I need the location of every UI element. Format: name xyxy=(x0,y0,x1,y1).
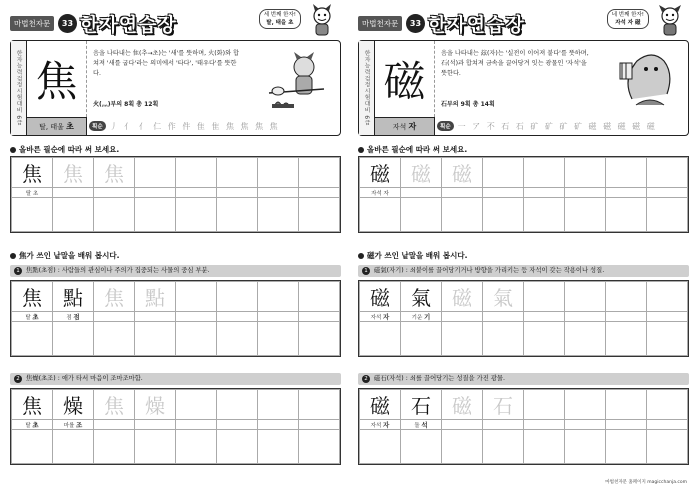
footer-site-credit: 마법천자문 홈페이지 magicchanja.com xyxy=(605,480,687,485)
model-hanja: 磁 xyxy=(360,390,401,420)
practice-cell[interactable] xyxy=(647,198,688,232)
section-heading-words xyxy=(10,250,120,261)
section-title: 焦가 쓰인 낱말을 배워 봅시다. xyxy=(19,251,120,260)
illustration-roasting-bird-icon xyxy=(264,49,334,109)
caption-sound: 조 xyxy=(76,421,83,429)
page-title: 한자연습장 xyxy=(428,14,525,36)
model-hanja: 焦 xyxy=(12,390,53,420)
hanja-caption: 탈 초 xyxy=(12,188,53,198)
mascot-character-icon xyxy=(655,4,685,38)
practice-cell[interactable] xyxy=(647,390,688,420)
bullet-icon xyxy=(10,147,16,153)
practice-cell[interactable] xyxy=(176,322,217,356)
practice-grid-word-1[interactable] xyxy=(358,280,689,357)
stroke-order-label: 획순 xyxy=(89,121,106,131)
practice-cell[interactable] xyxy=(606,198,647,232)
practice-cell[interactable] xyxy=(12,322,53,356)
caption-meaning: 탈 xyxy=(25,315,31,321)
trace-hanja: 焦 xyxy=(94,282,135,312)
bullet-icon xyxy=(358,253,364,259)
practice-cell[interactable] xyxy=(258,390,299,420)
caption-meaning: 마를 xyxy=(63,423,75,429)
bubble-text-bottom: 탈, 태을 초 xyxy=(266,20,294,26)
word-number: 2 xyxy=(362,375,370,383)
practice-grid-word-1[interactable] xyxy=(10,280,341,357)
bubble-text-top: 네 번째 한자! xyxy=(611,12,644,18)
meaning-sound xyxy=(27,117,87,135)
practice-cell[interactable] xyxy=(94,322,135,356)
word-definition-bar xyxy=(358,373,689,385)
radical-info: 石부의 9획 총 14획 xyxy=(441,101,495,108)
caption-sound: 초 xyxy=(32,313,39,321)
practice-cell[interactable] xyxy=(565,390,606,420)
caption-sound: 기 xyxy=(424,313,431,321)
model-hanja: 磁 xyxy=(360,158,401,188)
section-heading-words xyxy=(358,250,468,261)
word-definition-bar xyxy=(358,265,689,277)
practice-cell[interactable] xyxy=(483,198,524,232)
word-definition: 磁氣(자기) : 쇠붙이를 끌어당기거나 방향을 가리키는 등 자석이 갖는 작용이나 성질. xyxy=(374,267,605,274)
trace-hanja: 磁 xyxy=(442,390,483,420)
word-definition: 磁石(자석) : 쇠를 끌어당기는 성질을 가진 광물. xyxy=(374,375,505,382)
section-title: 磁가 쓰인 낱말을 배워 봅시다. xyxy=(367,251,468,260)
caption-sound: 자 xyxy=(383,313,390,321)
practice-cell[interactable] xyxy=(176,282,217,312)
brand-label: 마법천자문 xyxy=(358,16,402,31)
etymology-description: 음을 나타내는 隹(추→초)는 '새'를 뜻하며, 火(화)와 합쳐져 '새를 굽다'라는 의미에서 '타다', '태우다'를 뜻한다. xyxy=(93,50,239,77)
model-hanja: 燥 xyxy=(53,390,94,420)
hanja-caption xyxy=(53,420,94,430)
trace-hanja: 燥 xyxy=(135,390,176,420)
worksheet-page-2 xyxy=(352,0,695,495)
trace-hanja: 石 xyxy=(483,390,524,420)
practice-cell[interactable] xyxy=(299,430,340,464)
word-definition-bar xyxy=(10,373,341,385)
practice-cell[interactable] xyxy=(524,282,565,312)
word-definition: 焦點(초점) : 사람들의 관심이나 주의가 집중되는 사물의 중심 부분. xyxy=(26,267,210,274)
practice-cell[interactable] xyxy=(606,322,647,356)
lesson-number: 33 xyxy=(58,14,77,33)
practice-cell[interactable] xyxy=(217,430,258,464)
practice-cell[interactable] xyxy=(565,322,606,356)
practice-cell[interactable] xyxy=(360,198,401,232)
mascot-character-icon xyxy=(307,4,337,38)
practice-cell[interactable] xyxy=(483,322,524,356)
caption-meaning: 점 xyxy=(66,315,72,321)
practice-cell[interactable] xyxy=(401,198,442,232)
sound-text: 자 xyxy=(408,122,417,131)
side-strip: 한자능력검정시험대비 6급 xyxy=(11,41,27,135)
model-hanja: 點 xyxy=(53,282,94,312)
page-header xyxy=(358,8,689,38)
practice-cell[interactable] xyxy=(217,390,258,420)
trace-hanja: 磁 xyxy=(401,158,442,188)
hanja-caption xyxy=(401,312,442,322)
sound-text: 초 xyxy=(66,122,74,131)
radical-info: 火(灬)부의 8획 총 12획 xyxy=(93,101,159,108)
word-number: 1 xyxy=(14,267,22,275)
practice-cell[interactable] xyxy=(258,158,299,188)
practice-cell[interactable] xyxy=(299,198,340,232)
model-hanja: 焦 xyxy=(12,158,53,188)
model-hanja: 石 xyxy=(401,390,442,420)
section-title: 올바른 필순에 따라 써 보세요. xyxy=(367,145,468,154)
caption-meaning: 자석 xyxy=(370,315,382,321)
stroke-order-bar xyxy=(89,119,338,133)
trace-hanja: 氣 xyxy=(483,282,524,312)
practice-cell[interactable] xyxy=(258,282,299,312)
practice-cell[interactable] xyxy=(135,158,176,188)
hanja-caption xyxy=(360,312,401,322)
practice-cell[interactable] xyxy=(135,322,176,356)
practice-cell[interactable] xyxy=(12,198,53,232)
practice-grid-word-2[interactable] xyxy=(10,388,341,465)
practice-grid-main[interactable] xyxy=(10,156,341,233)
illustration-magnet-monster-icon xyxy=(612,49,682,109)
practice-cell[interactable] xyxy=(258,430,299,464)
practice-cell[interactable] xyxy=(606,158,647,188)
practice-cell[interactable] xyxy=(299,390,340,420)
bubble-text-bottom: 자석 자 磁 xyxy=(615,20,641,26)
practice-cell[interactable] xyxy=(647,322,688,356)
practice-cell[interactable] xyxy=(524,430,565,464)
meaning-text: 탈, 태울 xyxy=(39,123,64,131)
practice-cell[interactable] xyxy=(217,158,258,188)
caption-meaning: 자석 xyxy=(370,423,382,429)
etymology-description: 음을 나타내는 玆(자)는 '실전이 이어져 붙다'를 뜻하며, 石(석)과 합쳐져 금속을 끌어당겨 잇는 광물인 '자석'을 뜻한다. xyxy=(441,50,589,77)
practice-cell[interactable] xyxy=(135,198,176,232)
practice-cell[interactable] xyxy=(401,430,442,464)
section-title: 올바른 필순에 따라 써 보세요. xyxy=(19,145,120,154)
hanja-caption: 자석 자 xyxy=(360,188,401,198)
hanja-caption xyxy=(401,420,442,430)
speech-bubble xyxy=(607,9,649,29)
practice-cell[interactable] xyxy=(360,430,401,464)
stroke-order-bar xyxy=(437,119,686,133)
word-number: 1 xyxy=(362,267,370,275)
character-info-box xyxy=(10,40,341,136)
practice-cell[interactable] xyxy=(565,198,606,232)
practice-cell[interactable] xyxy=(217,322,258,356)
practice-cell[interactable] xyxy=(442,198,483,232)
caption-meaning: 탈 xyxy=(25,423,31,429)
stroke-order-sequence: 丿 亻 亻 仁 作 件 隹 隹 焦 焦 焦 焦 xyxy=(109,121,280,131)
practice-cell[interactable] xyxy=(565,158,606,188)
caption-sound: 초 xyxy=(32,421,39,429)
practice-cell[interactable] xyxy=(299,158,340,188)
practice-cell[interactable] xyxy=(524,322,565,356)
practice-cell[interactable] xyxy=(442,430,483,464)
practice-cell[interactable] xyxy=(217,282,258,312)
practice-cell[interactable] xyxy=(12,430,53,464)
hanja-caption xyxy=(53,312,94,322)
word-number: 2 xyxy=(14,375,22,383)
practice-cell[interactable] xyxy=(524,198,565,232)
caption-meaning: 기운 xyxy=(411,315,423,321)
caption-sound: 자 xyxy=(383,421,390,429)
practice-cell[interactable] xyxy=(606,390,647,420)
practice-cell[interactable] xyxy=(299,322,340,356)
practice-cell[interactable] xyxy=(94,430,135,464)
practice-cell[interactable] xyxy=(176,198,217,232)
brand-label: 마법천자문 xyxy=(10,16,54,31)
trace-hanja: 點 xyxy=(135,282,176,312)
practice-cell[interactable] xyxy=(176,430,217,464)
hanja-caption xyxy=(360,420,401,430)
practice-cell[interactable] xyxy=(483,158,524,188)
bubble-text-top: 세 번째 한자! xyxy=(263,12,296,18)
character-info-box xyxy=(358,40,689,136)
practice-grid-main[interactable] xyxy=(358,156,689,233)
practice-cell[interactable] xyxy=(442,322,483,356)
hanja-caption xyxy=(12,312,53,322)
practice-cell[interactable] xyxy=(176,158,217,188)
stroke-order-sequence: 一 ア 不 石 石 矿 矿 矿 矿 磁 磁 磁 磁 磁 xyxy=(457,121,657,131)
practice-cell[interactable] xyxy=(53,198,94,232)
practice-cell[interactable] xyxy=(299,282,340,312)
practice-cell[interactable] xyxy=(258,198,299,232)
page-header xyxy=(10,8,341,38)
practice-cell[interactable] xyxy=(647,430,688,464)
caption-sound: 석 xyxy=(421,421,428,429)
bullet-icon xyxy=(358,147,364,153)
practice-grid-word-2[interactable] xyxy=(358,388,689,465)
meaning-text: 자석 xyxy=(392,123,407,131)
trace-hanja: 焦 xyxy=(94,158,135,188)
trace-hanja: 磁 xyxy=(442,158,483,188)
stroke-order-label: 획순 xyxy=(437,121,454,131)
model-hanja: 磁 xyxy=(360,282,401,312)
practice-cell[interactable] xyxy=(483,430,524,464)
practice-cell[interactable] xyxy=(258,322,299,356)
hanja-caption xyxy=(12,420,53,430)
caption-sound: 점 xyxy=(73,313,80,321)
practice-cell[interactable] xyxy=(176,390,217,420)
caption-meaning: 돌 xyxy=(414,423,420,429)
speech-bubble xyxy=(259,9,301,29)
practice-cell[interactable] xyxy=(606,282,647,312)
practice-cell[interactable] xyxy=(135,430,176,464)
worksheet-page-1 xyxy=(4,0,347,495)
trace-hanja: 焦 xyxy=(94,390,135,420)
practice-cell[interactable] xyxy=(360,322,401,356)
side-strip: 한자능력검정시험대비 6급 xyxy=(359,41,375,135)
model-hanja: 焦 xyxy=(12,282,53,312)
practice-cell[interactable] xyxy=(53,322,94,356)
meaning-sound xyxy=(375,117,435,135)
section-heading-practice xyxy=(10,144,119,155)
model-hanja: 氣 xyxy=(401,282,442,312)
main-hanja: 焦 xyxy=(27,41,87,117)
trace-hanja: 磁 xyxy=(442,282,483,312)
word-definition-bar xyxy=(10,265,341,277)
practice-cell[interactable] xyxy=(606,430,647,464)
practice-cell[interactable] xyxy=(524,390,565,420)
practice-cell[interactable] xyxy=(565,430,606,464)
practice-cell[interactable] xyxy=(217,198,258,232)
practice-cell[interactable] xyxy=(94,198,135,232)
practice-cell[interactable] xyxy=(565,282,606,312)
practice-cell[interactable] xyxy=(524,158,565,188)
practice-cell[interactable] xyxy=(647,282,688,312)
practice-cell[interactable] xyxy=(53,430,94,464)
main-hanja: 磁 xyxy=(375,41,435,117)
practice-cell[interactable] xyxy=(401,322,442,356)
bullet-icon xyxy=(10,253,16,259)
section-heading-practice xyxy=(358,144,467,155)
lesson-number: 33 xyxy=(406,14,425,33)
word-definition: 焦燥(초조) : 애가 타서 마음이 조마조마함. xyxy=(26,375,143,382)
trace-hanja: 焦 xyxy=(53,158,94,188)
page-title: 한자연습장 xyxy=(80,14,177,36)
practice-cell[interactable] xyxy=(647,158,688,188)
